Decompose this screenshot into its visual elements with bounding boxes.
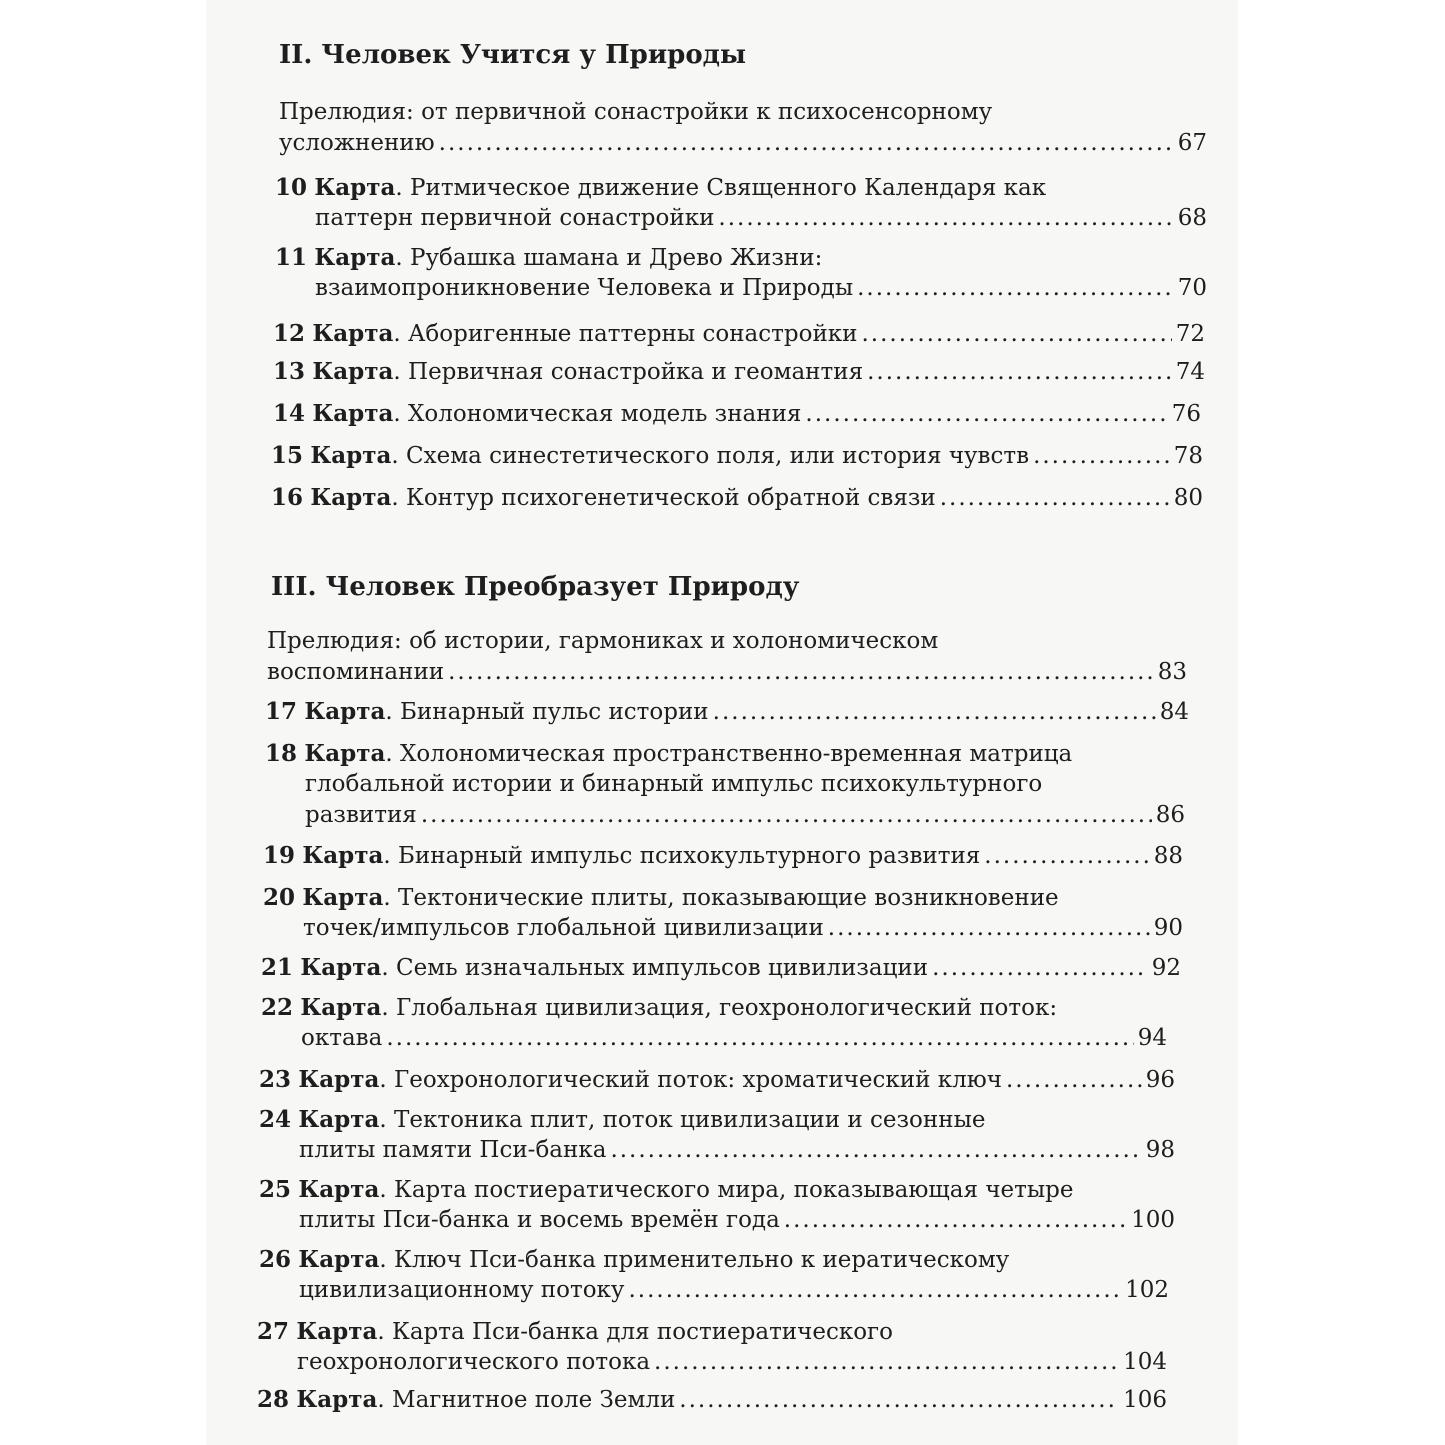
entry-text: 14 Карта. Холономическая модель знания [273, 400, 802, 427]
dot-leader [805, 399, 1167, 430]
entry-line [279, 128, 1207, 159]
toc-prelude[interactable] [267, 626, 1187, 688]
dot-leader [679, 1385, 1119, 1416]
map-number: 14 [273, 400, 306, 427]
entry-text: развития [305, 802, 417, 828]
entry-title: Тектонические плиты, показывающие возникновение [398, 885, 1059, 911]
map-number: 21 [261, 954, 294, 981]
entry-text: 27 Карта. Карта Пси-банка для постиератического [257, 1318, 893, 1345]
dot-leader [1006, 1065, 1142, 1096]
toc-entry[interactable] [265, 738, 1185, 831]
map-label: Карта [302, 884, 384, 911]
entry-text: 15 Карта. Схема синестетического поля, или история чувств [271, 442, 1030, 469]
map-number: 26 [259, 1246, 292, 1273]
entry-line [259, 1205, 1175, 1236]
toc-entry[interactable] [259, 1174, 1175, 1236]
toc-entry[interactable] [263, 840, 1183, 871]
page-number: 88 [1153, 843, 1183, 869]
entry-title: Контур психогенетической обратной связи [406, 485, 936, 511]
page-number: 106 [1123, 1387, 1167, 1413]
entry-title: Глобальная цивилизация, геохронологический поток: [396, 995, 1058, 1021]
map-label: Карта [302, 842, 384, 869]
dot-leader [421, 800, 1152, 831]
toc-entry[interactable] [273, 356, 1205, 387]
entry-line [261, 1023, 1167, 1054]
map-label: Карта [312, 400, 394, 427]
entry-title: Бинарный пульс истории [400, 699, 709, 725]
map-number: 19 [263, 842, 296, 869]
entry-text: геохронологического потока [297, 1349, 651, 1375]
page-number: 92 [1151, 955, 1181, 981]
entry-text: 20 Карта. Тектонические плиты, показывающие возникновение [263, 884, 1059, 911]
entry-text: 13 Карта. Первичная сонастройка и геомантия [273, 358, 864, 385]
entry-title: Первичная сонастройка и геомантия [408, 359, 864, 385]
page-number: 102 [1125, 1277, 1169, 1303]
page-number: 76 [1171, 401, 1201, 427]
page-number: 67 [1177, 130, 1207, 156]
dot-leader [828, 913, 1150, 944]
page-number: 72 [1175, 321, 1205, 347]
entry-title: Схема синестетического поля, или история чувств [406, 443, 1030, 469]
map-number: 13 [273, 358, 306, 385]
map-label: Карта [298, 1106, 380, 1133]
entry-title: Холономическая модель знания [408, 401, 802, 427]
entry-text: паттерн первичной сонастройки [315, 205, 715, 231]
entry-line [259, 1174, 1175, 1205]
entry-line [275, 242, 1207, 273]
map-number: 23 [259, 1066, 292, 1093]
map-number: 16 [271, 484, 304, 511]
toc-entry[interactable] [273, 318, 1205, 349]
toc-entry[interactable] [259, 1064, 1175, 1095]
entry-line [257, 1347, 1167, 1378]
entry-line [275, 273, 1207, 304]
map-label: Карта [314, 174, 396, 201]
map-number: 22 [261, 994, 294, 1021]
entry-text: цивилизационному потоку [299, 1277, 625, 1303]
toc-entry[interactable] [257, 1316, 1167, 1378]
page-number: 78 [1173, 443, 1203, 469]
toc-entry[interactable] [261, 952, 1181, 983]
entry-line [259, 1275, 1169, 1306]
entry-line [265, 800, 1185, 831]
map-number: 10 [275, 174, 308, 201]
dot-leader [610, 1135, 1141, 1166]
map-number: 18 [265, 740, 298, 767]
page-number: 83 [1157, 659, 1187, 685]
book-page [207, 0, 1237, 1445]
page-number: 90 [1153, 915, 1183, 941]
map-number: 24 [259, 1106, 292, 1133]
entry-line [265, 738, 1185, 769]
map-number: 27 [257, 1318, 290, 1345]
entry-text: 21 Карта. Семь изначальных импульсов цивилизации [261, 954, 929, 981]
entry-text: 28 Карта. Магнитное поле Земли [257, 1386, 676, 1413]
entry-title: Ритмическое движение Священного Календаря как [410, 175, 1047, 201]
dot-leader [784, 1205, 1127, 1236]
page-number: 98 [1145, 1137, 1175, 1163]
entry-title: Карта постиератического мира, показывающая четыре [394, 1177, 1074, 1203]
entry-line [259, 1244, 1169, 1275]
map-number: 15 [271, 442, 304, 469]
toc-entry[interactable] [275, 172, 1207, 234]
toc-entry[interactable] [265, 696, 1189, 727]
page-number: 94 [1137, 1025, 1167, 1051]
dot-leader [932, 953, 1148, 984]
entry-line [263, 840, 1183, 871]
entry-text: 10 Карта. Ритмическое движение Священного Календаря как [275, 174, 1047, 201]
entry-title: Аборигенные паттерны сонастройки [408, 321, 858, 347]
map-label: Карта [304, 698, 386, 725]
map-label: Карта [314, 244, 396, 271]
map-label: Карта [300, 994, 382, 1021]
dot-leader [984, 841, 1149, 872]
page-number: 70 [1177, 275, 1207, 301]
table-of-contents [207, 0, 1237, 1445]
entry-title: Бинарный импульс психокультурного развития [398, 843, 981, 869]
entry-line [267, 626, 1187, 657]
entry-line [273, 318, 1205, 349]
entry-text: усложнению [279, 130, 435, 156]
toc-entry[interactable] [257, 1384, 1167, 1415]
entry-text: плиты памяти Пси-банка [299, 1137, 607, 1163]
entry-line [273, 356, 1205, 387]
map-label: Карта [312, 358, 394, 385]
page-number: 100 [1131, 1207, 1175, 1233]
dot-leader [718, 203, 1173, 234]
entry-text: 16 Карта. Контур психогенетической обратной связи [271, 484, 936, 511]
entry-line [261, 992, 1167, 1023]
dot-leader [386, 1023, 1133, 1054]
dot-leader [448, 657, 1154, 688]
entry-title: Тектоника плит, поток цивилизации и сезонные [394, 1107, 986, 1133]
entry-line [259, 1135, 1175, 1166]
toc-entry[interactable] [275, 242, 1207, 304]
entry-line [261, 952, 1181, 983]
entry-line [265, 769, 1185, 800]
entry-line [279, 97, 1207, 128]
page-number: 96 [1145, 1067, 1175, 1093]
entry-text: 12 Карта. Аборигенные паттерны сонастройки [273, 320, 858, 347]
entry-line [263, 882, 1183, 913]
toc-entry[interactable] [263, 882, 1183, 944]
entry-text: 25 Карта. Карта постиератического мира, показывающая четыре [259, 1176, 1074, 1203]
entry-line [265, 696, 1189, 727]
entry-line [275, 203, 1207, 234]
entry-text: Прелюдия: от первичной сонастройки к психосенсорному [279, 99, 993, 125]
toc-entry[interactable] [271, 482, 1203, 513]
dot-leader [713, 697, 1156, 728]
entry-line [259, 1064, 1175, 1095]
map-number: 17 [265, 698, 298, 725]
entry-title: Карта Пси-банка для постиератического [392, 1319, 893, 1345]
map-label: Карта [298, 1066, 380, 1093]
entry-text: глобальной истории и бинарный импульс психокультурного [305, 771, 1043, 797]
entry-text: 26 Карта. Ключ Пси-банка применительно к иератическому [259, 1246, 1010, 1273]
entry-line [257, 1384, 1167, 1415]
map-number: 28 [257, 1386, 290, 1413]
entry-text: 22 Карта. Глобальная цивилизация, геохронологический поток: [261, 994, 1058, 1021]
dot-leader [1033, 441, 1170, 472]
entry-text: 11 Карта. Рубашка шамана и Древо Жизни: [275, 244, 823, 271]
map-label: Карта [312, 320, 394, 347]
page-number: 80 [1173, 485, 1203, 511]
entry-text: точек/импульсов глобальной цивилизации [303, 915, 824, 941]
entry-line [263, 913, 1183, 944]
dot-leader [940, 483, 1170, 514]
dot-leader [628, 1275, 1121, 1306]
map-number: 11 [275, 244, 308, 271]
page-number: 74 [1175, 359, 1205, 385]
dot-leader [654, 1347, 1119, 1378]
dot-leader [861, 319, 1171, 350]
entry-title: Геохронологический поток: хроматический ключ [394, 1067, 1002, 1093]
entry-title: Рубашка шамана и Древо Жизни: [410, 245, 823, 271]
map-label: Карта [298, 1176, 380, 1203]
map-number: 25 [259, 1176, 292, 1203]
map-label: Карта [298, 1246, 380, 1273]
entry-line [257, 1316, 1167, 1347]
entry-title: Холономическая пространственно-временная матрица [400, 741, 1073, 767]
entry-line [267, 657, 1187, 688]
entry-text: плиты Пси-банка и восемь времён года [299, 1207, 780, 1233]
entry-line [271, 482, 1203, 513]
dot-leader [857, 273, 1174, 304]
page-number: 86 [1155, 802, 1185, 828]
entry-title: Ключ Пси-банка применительно к иератическому [394, 1247, 1010, 1273]
entry-title: Магнитное поле Земли [392, 1387, 676, 1413]
toc-entry[interactable] [259, 1104, 1175, 1166]
entry-line [259, 1104, 1175, 1135]
entry-text: 19 Карта. Бинарный импульс психокультурного развития [263, 842, 981, 869]
entry-text: воспоминании [267, 659, 445, 685]
toc-entry[interactable] [259, 1244, 1169, 1306]
entry-text: 18 Карта. Холономическая пространственно-временная матрица [265, 740, 1073, 767]
section-title: II. Человек Учится у Природы [279, 40, 747, 70]
toc-entry[interactable] [273, 398, 1201, 429]
map-label: Карта [296, 1386, 378, 1413]
map-label: Карта [310, 442, 392, 469]
section-title: III. Человек Преобразует Природу [271, 572, 800, 602]
entry-text: взаимопроникновение Человека и Природы [315, 275, 854, 301]
entry-text: 17 Карта. Бинарный пульс истории [265, 698, 709, 725]
toc-prelude[interactable] [279, 97, 1207, 159]
entry-line [271, 440, 1203, 471]
page-number: 104 [1123, 1349, 1167, 1375]
dot-leader [439, 128, 1174, 159]
entry-line [275, 172, 1207, 203]
map-label: Карта [296, 1318, 378, 1345]
map-label: Карта [304, 740, 386, 767]
map-label: Карта [310, 484, 392, 511]
map-label: Карта [300, 954, 382, 981]
entry-line [273, 398, 1201, 429]
dot-leader [867, 357, 1172, 388]
entry-text: октава [301, 1025, 383, 1051]
map-number: 12 [273, 320, 306, 347]
map-number: 20 [263, 884, 296, 911]
page-number: 84 [1159, 699, 1189, 725]
toc-entry[interactable] [261, 992, 1167, 1054]
page-number: 68 [1177, 205, 1207, 231]
entry-text: 24 Карта. Тектоника плит, поток цивилизации и сезонные [259, 1106, 986, 1133]
entry-text: Прелюдия: об истории, гармониках и холономическом [267, 628, 939, 654]
entry-text: 23 Карта. Геохронологический поток: хроматический ключ [259, 1066, 1002, 1093]
toc-entry[interactable] [271, 440, 1203, 471]
entry-title: Семь изначальных импульсов цивилизации [396, 955, 929, 981]
